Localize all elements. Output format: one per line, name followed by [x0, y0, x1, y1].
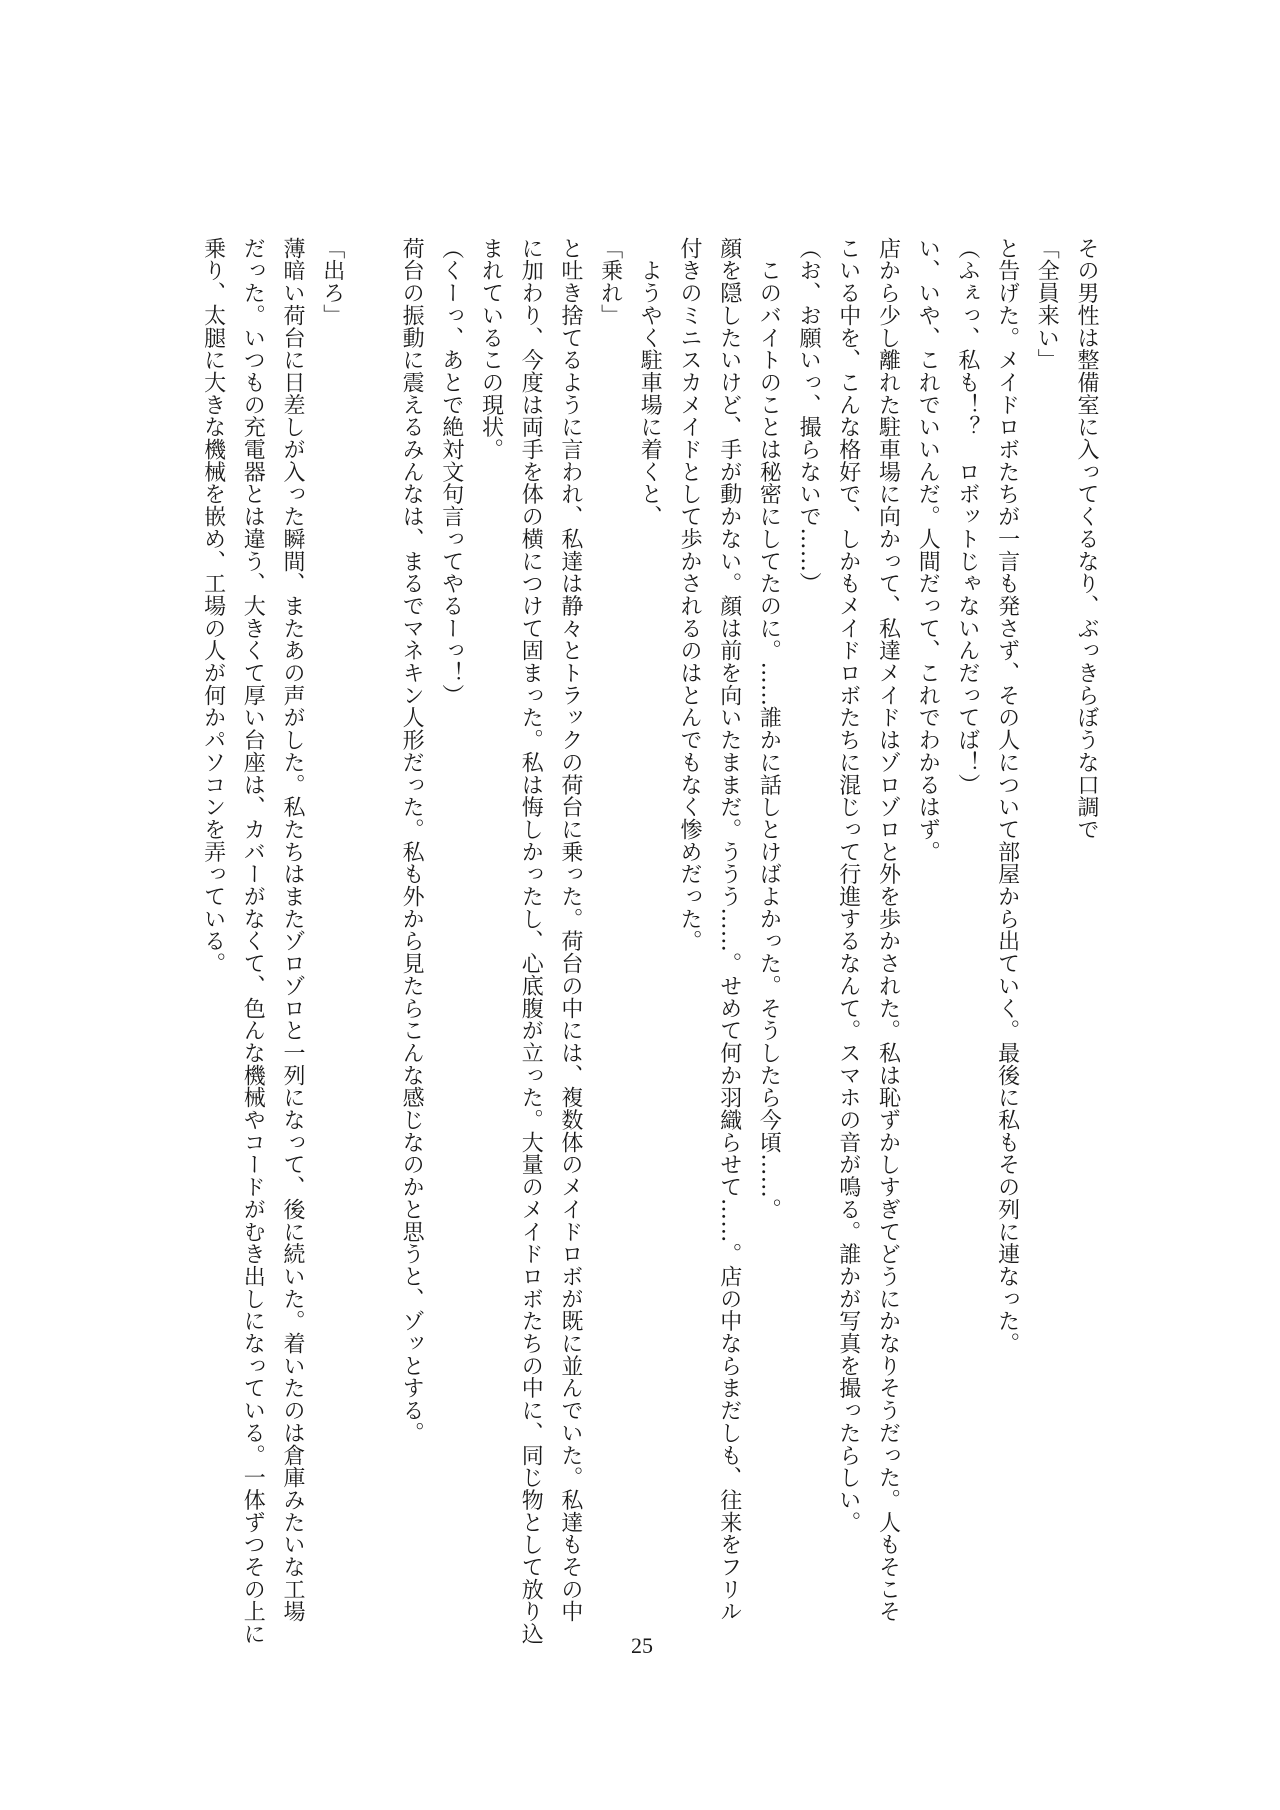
text-line: ようやく駐車場に着くと、 — [637, 237, 663, 528]
text-line: に加わり、今度は両手を体の横につけて固まった。私は悔しかったし、心底腹が立った。大量のメイドロボたちの中に、同じ物として放り込 — [518, 237, 544, 1646]
text-line: 乗り、太腿に大きな機械を嵌め、工場の人が何かパソコンを弄っている。 — [200, 237, 226, 975]
text-line: （くーっ、あとで絶対文句言ってやるーっ！） — [438, 237, 464, 707]
text-line: こいる中を、こんな格好で、しかもメイドロボたちに混じって行進するなんて。スマホの音が鳴る。誰かが写真を撮ったらしい。 — [835, 237, 861, 1534]
text-line: （お、お願いっ、撮らないで……） — [796, 237, 822, 595]
text-line: 薄暗い荷台に日差しが入った瞬間、またあの声がした。私たちはまたゾロゾロと一列になって、後に続いた。着いたのは倉庫みたいな工場 — [280, 237, 305, 1623]
text-line: 店から少し離れた駐車場に向かって、私達メイドはゾロゾロと外を歩かされた。私は恥ずかしすぎてどうにかなりそうだった。人もそこそ — [875, 237, 901, 1623]
text-line: 「全員来い」 — [1034, 237, 1060, 372]
text-line: 荷台の振動に震えるみんなは、まるでマネキン人形だった。私も外から見たらこんな感じなのかと思うと、ゾッとする。 — [399, 237, 425, 1444]
text-line: まれているこの現状。 — [478, 237, 504, 461]
text-line: 付きのミニスカメイドとして歩かされるのはとんでもなく惨めだった。 — [677, 237, 702, 953]
text-line: 「出ろ」 — [319, 237, 345, 327]
text-line: このバイトのことは秘密にしてたのに。……誰かに話しとけばよかった。そうしたら今頃……。 — [756, 237, 782, 1221]
text-line: だった。いつもの充電器とは違う、大きくて厚い台座は、カバーがなくて、色んな機械やコードがむき出しになっている。一体ずつその上に — [240, 237, 266, 1646]
text-line: （ふぇっ、私も！？ ロボットじゃないんだってば！） — [954, 237, 980, 796]
text-line: い、いや、これでいいんだ。人間だって、これでわかるはず。 — [915, 237, 941, 863]
text-line: と吐き捨てるように言われ、私達は静々とトラックの荷台に乗った。荷台の中には、複数体のメイドロボが既に並んでいた。私達もその中 — [557, 237, 583, 1623]
text-line: その男性は整備室に入ってくるなり、ぶっきらぼうな口調で — [1074, 237, 1099, 841]
text-line: 「乗れ」 — [597, 237, 623, 327]
page-number: 25 — [631, 1633, 653, 1658]
text-line: と告げた。メイドロボたちが一言も発さず、その人について部屋から出ていく。最後に私もその列に連なった。 — [994, 237, 1020, 1355]
text-line: 顔を隠したいけど、手が動かない。顔は前を向いたままだ。ううう……。せめて何か羽織らせて……。店の中ならまだしも、往来をフリル — [716, 237, 742, 1623]
